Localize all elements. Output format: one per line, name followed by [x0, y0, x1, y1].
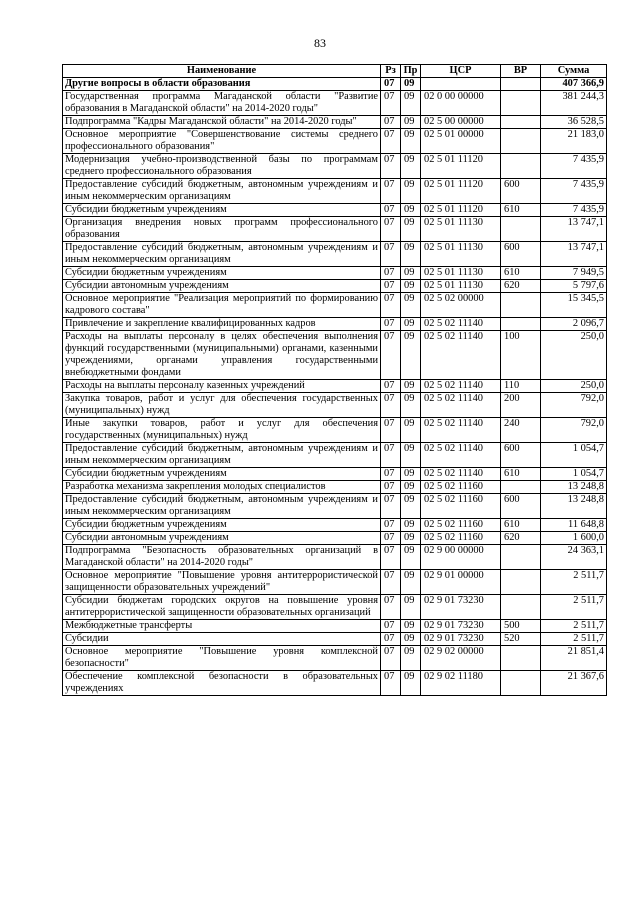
- budget-table: [62, 64, 607, 696]
- table-row: [63, 204, 607, 217]
- cell-name: Субсидии бюджетным учреждениям: [63, 204, 381, 217]
- cell-csr: 02 5 02 11140: [421, 468, 501, 481]
- cell-csr: 02 5 01 11130: [421, 267, 501, 280]
- cell-rz: 07: [381, 293, 401, 318]
- cell-vr: [501, 154, 541, 179]
- cell-name: Основное мероприятие "Реализация мероприятий по формированию кадрового состава": [63, 293, 381, 318]
- cell-rz: 07: [381, 267, 401, 280]
- cell-pr: 09: [401, 154, 421, 179]
- cell-rz: 07: [381, 380, 401, 393]
- cell-vr: [501, 129, 541, 154]
- table-row: [63, 318, 607, 331]
- cell-rz: 07: [381, 646, 401, 671]
- cell-name: Межбюджетные трансферты: [63, 620, 381, 633]
- cell-csr: 02 9 01 73230: [421, 595, 501, 620]
- table-row: [63, 154, 607, 179]
- cell-vr: 610: [501, 204, 541, 217]
- table-header-row: [63, 65, 607, 78]
- table-row: [63, 242, 607, 267]
- cell-name: Иные закупки товаров, работ и услуг для обеспечения государственных (муниципальных) нужд: [63, 418, 381, 443]
- cell-csr: 02 5 01 11130: [421, 280, 501, 293]
- cell-name: Государственная программа Магаданской области "Развитие образования в Магаданской области" на 2014-2020 годы": [63, 91, 381, 116]
- cell-sum: 21 183,0: [541, 129, 607, 154]
- cell-pr: 09: [401, 380, 421, 393]
- table-row: [63, 116, 607, 129]
- cell-vr: [501, 481, 541, 494]
- cell-sum: 2 511,7: [541, 633, 607, 646]
- cell-sum: 2 511,7: [541, 570, 607, 595]
- cell-name: Подпрограмма "Кадры Магаданской области" на 2014-2020 годы": [63, 116, 381, 129]
- cell-sum: 407 366,9: [541, 78, 607, 91]
- cell-sum: 2 511,7: [541, 595, 607, 620]
- cell-vr: 600: [501, 494, 541, 519]
- cell-name: Субсидии бюджетам городских округов на повышение уровня антитеррористической защищенности образовательных организаций: [63, 595, 381, 620]
- cell-name: Привлечение и закрепление квалифицированных кадров: [63, 318, 381, 331]
- table-row: [63, 380, 607, 393]
- cell-sum: 1 054,7: [541, 443, 607, 468]
- table-row: [63, 633, 607, 646]
- cell-csr: 02 5 02 11140: [421, 393, 501, 418]
- cell-rz: 07: [381, 468, 401, 481]
- cell-rz: 07: [381, 570, 401, 595]
- page-number: 83: [314, 36, 326, 50]
- cell-rz: 07: [381, 179, 401, 204]
- table-row: [63, 129, 607, 154]
- cell-name: Субсидии автономным учреждениям: [63, 532, 381, 545]
- cell-csr: 02 5 00 00000: [421, 116, 501, 129]
- cell-name: Основное мероприятие "Повышение уровня антитеррористической защищенности образовательных учреждений": [63, 570, 381, 595]
- cell-name: Подпрограмма "Безопасность образовательных организаций в Магаданской области" на 2014-2020 годы": [63, 545, 381, 570]
- cell-csr: 02 9 01 73230: [421, 620, 501, 633]
- cell-vr: [501, 116, 541, 129]
- cell-sum: 7 949,5: [541, 267, 607, 280]
- cell-vr: [501, 78, 541, 91]
- cell-vr: 610: [501, 519, 541, 532]
- cell-csr: 02 0 00 00000: [421, 91, 501, 116]
- cell-sum: 7 435,9: [541, 179, 607, 204]
- cell-rz: 07: [381, 443, 401, 468]
- table-row: [63, 91, 607, 116]
- cell-pr: 09: [401, 494, 421, 519]
- cell-sum: 7 435,9: [541, 154, 607, 179]
- header-pr: Пр: [401, 65, 421, 78]
- cell-sum: 13 248,8: [541, 494, 607, 519]
- cell-pr: 09: [401, 418, 421, 443]
- cell-vr: 240: [501, 418, 541, 443]
- cell-csr: 02 5 02 11140: [421, 318, 501, 331]
- cell-rz: 07: [381, 545, 401, 570]
- cell-sum: 36 528,5: [541, 116, 607, 129]
- header-sum: Сумма: [541, 65, 607, 78]
- cell-name: Основное мероприятие "Повышение уровня комплексной безопасности": [63, 646, 381, 671]
- cell-sum: 21 367,6: [541, 671, 607, 696]
- cell-sum: 15 345,5: [541, 293, 607, 318]
- table-body: [63, 78, 607, 696]
- cell-vr: [501, 217, 541, 242]
- cell-rz: 07: [381, 393, 401, 418]
- header-rz: Рз: [381, 65, 401, 78]
- cell-sum: 13 747,1: [541, 217, 607, 242]
- cell-csr: 02 9 00 00000: [421, 545, 501, 570]
- cell-csr: 02 5 02 11140: [421, 331, 501, 380]
- cell-pr: 09: [401, 633, 421, 646]
- table-row: [63, 267, 607, 280]
- table-row: [63, 545, 607, 570]
- cell-vr: [501, 91, 541, 116]
- cell-name: Субсидии бюджетным учреждениям: [63, 519, 381, 532]
- cell-name: Расходы на выплаты персоналу в целях обеспечения выполнения функций государственными (муниципальными) органами, казенными учреждениями, органами управления государственными внебюджетными фондами: [63, 331, 381, 380]
- table-row: [63, 293, 607, 318]
- cell-pr: 09: [401, 293, 421, 318]
- cell-sum: 250,0: [541, 380, 607, 393]
- cell-vr: 610: [501, 267, 541, 280]
- cell-pr: 09: [401, 179, 421, 204]
- header-name: Наименование: [63, 65, 381, 78]
- cell-csr: 02 5 02 11160: [421, 481, 501, 494]
- cell-rz: 07: [381, 78, 401, 91]
- cell-vr: [501, 646, 541, 671]
- table-row: [63, 78, 607, 91]
- cell-rz: 07: [381, 91, 401, 116]
- table-row: [63, 519, 607, 532]
- cell-pr: 09: [401, 481, 421, 494]
- cell-csr: 02 5 02 11160: [421, 532, 501, 545]
- cell-pr: 09: [401, 519, 421, 532]
- table-row: [63, 481, 607, 494]
- cell-rz: 07: [381, 331, 401, 380]
- cell-sum: 2 096,7: [541, 318, 607, 331]
- cell-csr: 02 5 02 11140: [421, 380, 501, 393]
- table-row: [63, 494, 607, 519]
- cell-rz: 07: [381, 532, 401, 545]
- cell-rz: 07: [381, 620, 401, 633]
- cell-rz: 07: [381, 129, 401, 154]
- cell-vr: 100: [501, 331, 541, 380]
- cell-pr: 09: [401, 129, 421, 154]
- cell-name: Другие вопросы в области образования: [63, 78, 381, 91]
- cell-name: Основное мероприятие "Совершенствование системы среднего профессионального образования": [63, 129, 381, 154]
- cell-vr: [501, 570, 541, 595]
- cell-csr: [421, 78, 501, 91]
- cell-vr: 500: [501, 620, 541, 633]
- cell-rz: 07: [381, 519, 401, 532]
- cell-csr: 02 5 01 11120: [421, 179, 501, 204]
- cell-pr: 09: [401, 267, 421, 280]
- cell-csr: 02 9 02 11180: [421, 671, 501, 696]
- cell-rz: 07: [381, 418, 401, 443]
- cell-rz: 07: [381, 280, 401, 293]
- cell-name: Модернизация учебно-производственной базы по программам среднего профессионального образования: [63, 154, 381, 179]
- cell-vr: 600: [501, 179, 541, 204]
- cell-csr: 02 5 02 11140: [421, 418, 501, 443]
- cell-pr: 09: [401, 468, 421, 481]
- cell-sum: 792,0: [541, 418, 607, 443]
- cell-vr: 610: [501, 468, 541, 481]
- table-row: [63, 671, 607, 696]
- cell-name: Расходы на выплаты персоналу казенных учреждений: [63, 380, 381, 393]
- cell-vr: 620: [501, 532, 541, 545]
- cell-csr: 02 5 01 11120: [421, 204, 501, 217]
- table-row: [63, 620, 607, 633]
- cell-pr: 09: [401, 393, 421, 418]
- cell-sum: 7 435,9: [541, 204, 607, 217]
- cell-name: Закупка товаров, работ и услуг для обеспечения государственных (муниципальных) нужд: [63, 393, 381, 418]
- cell-sum: 2 511,7: [541, 620, 607, 633]
- cell-vr: 200: [501, 393, 541, 418]
- cell-vr: 620: [501, 280, 541, 293]
- table-row: [63, 217, 607, 242]
- cell-vr: 600: [501, 242, 541, 267]
- cell-sum: 24 363,1: [541, 545, 607, 570]
- table-row: [63, 179, 607, 204]
- cell-pr: 09: [401, 570, 421, 595]
- cell-sum: 250,0: [541, 331, 607, 380]
- cell-csr: 02 5 01 11130: [421, 217, 501, 242]
- cell-csr: 02 5 02 00000: [421, 293, 501, 318]
- cell-name: Организация внедрения новых программ профессионального образования: [63, 217, 381, 242]
- table-row: [63, 331, 607, 380]
- cell-csr: 02 5 02 11140: [421, 443, 501, 468]
- cell-pr: 09: [401, 318, 421, 331]
- header-vr: ВР: [501, 65, 541, 78]
- cell-pr: 09: [401, 204, 421, 217]
- cell-csr: 02 5 02 11160: [421, 494, 501, 519]
- table-row: [63, 595, 607, 620]
- cell-name: Предоставление субсидий бюджетным, автономным учреждениям и иным некоммерческим организациям: [63, 242, 381, 267]
- cell-vr: [501, 671, 541, 696]
- cell-pr: 09: [401, 646, 421, 671]
- cell-rz: 07: [381, 217, 401, 242]
- table-row: [63, 570, 607, 595]
- cell-pr: 09: [401, 217, 421, 242]
- cell-pr: 09: [401, 671, 421, 696]
- cell-sum: 5 797,6: [541, 280, 607, 293]
- cell-csr: 02 9 01 73230: [421, 633, 501, 646]
- cell-name: Субсидии: [63, 633, 381, 646]
- header-csr: ЦСР: [421, 65, 501, 78]
- table-row: [63, 532, 607, 545]
- cell-rz: 07: [381, 595, 401, 620]
- cell-pr: 09: [401, 443, 421, 468]
- table-row: [63, 443, 607, 468]
- table-row: [63, 280, 607, 293]
- cell-rz: 07: [381, 494, 401, 519]
- cell-name: Разработка механизма закрепления молодых специалистов: [63, 481, 381, 494]
- cell-rz: 07: [381, 318, 401, 331]
- cell-csr: 02 5 01 00000: [421, 129, 501, 154]
- cell-sum: 1 054,7: [541, 468, 607, 481]
- cell-name: Субсидии бюджетным учреждениям: [63, 468, 381, 481]
- cell-sum: 792,0: [541, 393, 607, 418]
- table-row: [63, 646, 607, 671]
- cell-name: Субсидии автономным учреждениям: [63, 280, 381, 293]
- cell-rz: 07: [381, 481, 401, 494]
- cell-sum: 13 747,1: [541, 242, 607, 267]
- cell-rz: 07: [381, 633, 401, 646]
- cell-vr: 520: [501, 633, 541, 646]
- cell-vr: [501, 595, 541, 620]
- cell-name: Предоставление субсидий бюджетным, автономным учреждениям и иным некоммерческим организациям: [63, 179, 381, 204]
- cell-sum: 13 248,8: [541, 481, 607, 494]
- cell-pr: 09: [401, 91, 421, 116]
- cell-pr: 09: [401, 620, 421, 633]
- cell-csr: 02 5 01 11130: [421, 242, 501, 267]
- cell-vr: [501, 293, 541, 318]
- cell-pr: 09: [401, 242, 421, 267]
- table-row: [63, 393, 607, 418]
- cell-pr: 09: [401, 545, 421, 570]
- cell-pr: 09: [401, 116, 421, 129]
- cell-csr: 02 9 01 00000: [421, 570, 501, 595]
- table-row: [63, 468, 607, 481]
- cell-name: Обеспечение комплексной безопасности в образовательных учреждениях: [63, 671, 381, 696]
- cell-csr: 02 5 01 11120: [421, 154, 501, 179]
- cell-vr: [501, 545, 541, 570]
- cell-rz: 07: [381, 204, 401, 217]
- cell-sum: 381 244,3: [541, 91, 607, 116]
- cell-pr: 09: [401, 595, 421, 620]
- cell-rz: 07: [381, 116, 401, 129]
- cell-vr: 110: [501, 380, 541, 393]
- cell-pr: 09: [401, 331, 421, 380]
- cell-name: Предоставление субсидий бюджетным, автономным учреждениям и иным некоммерческим организациям: [63, 494, 381, 519]
- cell-csr: 02 5 02 11160: [421, 519, 501, 532]
- cell-sum: 21 851,4: [541, 646, 607, 671]
- cell-rz: 07: [381, 671, 401, 696]
- table-row: [63, 418, 607, 443]
- cell-vr: 600: [501, 443, 541, 468]
- cell-name: Субсидии бюджетным учреждениям: [63, 267, 381, 280]
- cell-csr: 02 9 02 00000: [421, 646, 501, 671]
- cell-rz: 07: [381, 154, 401, 179]
- cell-pr: 09: [401, 78, 421, 91]
- cell-pr: 09: [401, 532, 421, 545]
- cell-name: Предоставление субсидий бюджетным, автономным учреждениям и иным некоммерческим организациям: [63, 443, 381, 468]
- cell-sum: 1 600,0: [541, 532, 607, 545]
- cell-sum: 11 648,8: [541, 519, 607, 532]
- cell-vr: [501, 318, 541, 331]
- cell-rz: 07: [381, 242, 401, 267]
- cell-pr: 09: [401, 280, 421, 293]
